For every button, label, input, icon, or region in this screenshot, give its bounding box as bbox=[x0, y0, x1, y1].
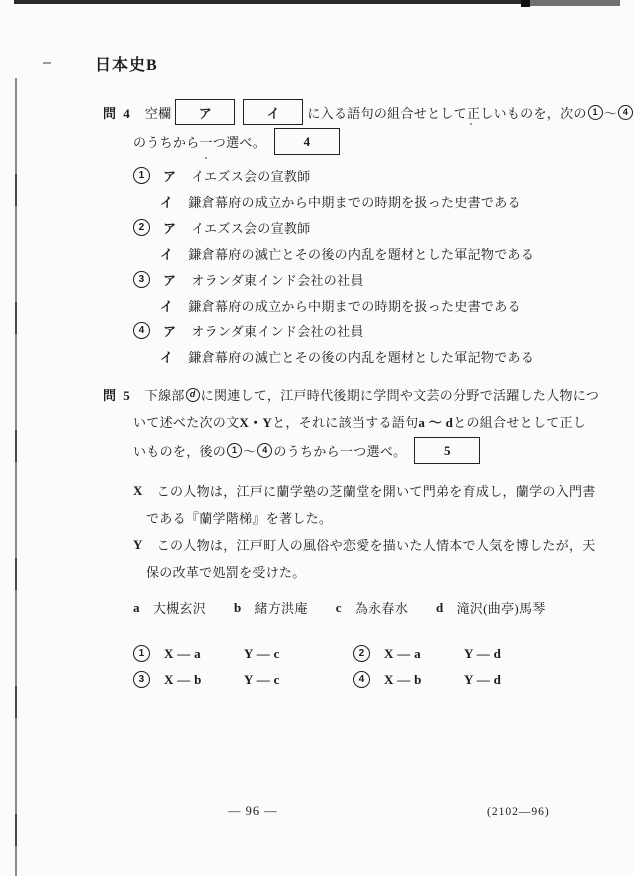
circled-number-4: 4 bbox=[618, 105, 633, 120]
q4-option-4-row-a bbox=[133, 321, 364, 340]
combo-x-pair: X — a bbox=[384, 645, 421, 661]
combo-y-pair: Y — d bbox=[464, 645, 502, 661]
question-5-label: 問 5 bbox=[103, 388, 132, 403]
question-5-stem-line2 bbox=[133, 412, 586, 431]
circled-letter-d: d bbox=[186, 388, 200, 402]
option-circled-number: 3 bbox=[133, 671, 150, 688]
choice-key-d: d bbox=[436, 599, 444, 615]
statement-y-text: この人物は，江戸町人の風俗や恋愛を描いた人情本で人気を博したが，天 bbox=[156, 538, 596, 553]
option-key-a: ア bbox=[163, 221, 177, 236]
page-title: 日本史B bbox=[95, 57, 158, 74]
option-circled-number: 4 bbox=[353, 671, 370, 688]
choice-name: 緒方洪庵 bbox=[254, 601, 308, 616]
q5-combo-1 bbox=[133, 645, 280, 662]
scan-top-notch bbox=[521, 0, 530, 7]
statement-y-line1 bbox=[133, 535, 596, 554]
statement-x-text: である『蘭学階梯』を著した。 bbox=[146, 511, 333, 526]
q4-option-3-row-i bbox=[160, 296, 521, 315]
q5-choices-row bbox=[133, 598, 574, 617]
choice-name: 滝沢(曲亭)馬琴 bbox=[456, 601, 546, 616]
statement-x-text: この人物は，江戸に蘭学塾の芝蘭堂を開いて門弟を育成し，蘭学の入門書 bbox=[156, 484, 596, 499]
q5-stem-l2-run2: と，それに該当する語句 bbox=[272, 415, 419, 430]
option-text: オランダ東インド会社の社員 bbox=[191, 324, 364, 339]
choice-name: 為永春水 bbox=[354, 601, 409, 616]
blank-box-i: イ bbox=[243, 99, 303, 125]
combo-y-pair: Y — c bbox=[244, 671, 280, 687]
combo-x-pair: X — a bbox=[164, 645, 201, 661]
question-5-stem-line1 bbox=[103, 385, 599, 404]
q5-stem-xy: X・Y bbox=[239, 415, 273, 430]
option-key-a: ア bbox=[163, 273, 177, 288]
q5-stem-l2-run3: との組合せとして正し bbox=[453, 415, 587, 430]
choice-name: 大槻玄沢 bbox=[152, 601, 207, 616]
statement-y-line2 bbox=[146, 562, 306, 581]
booklet-code: (2102—96) bbox=[487, 806, 550, 818]
option-text: 鎌倉幕府の成立から中期までの時期を扱った史書である bbox=[188, 299, 521, 314]
question-4-label: 問 4 bbox=[103, 105, 132, 121]
statement-x-line1 bbox=[133, 481, 596, 500]
option-circled-number: 3 bbox=[133, 271, 150, 288]
combo-y-pair: Y — c bbox=[244, 645, 280, 661]
option-circled-number: 4 bbox=[133, 322, 150, 339]
choice-key-b: b bbox=[234, 599, 242, 615]
q5-combo-4 bbox=[353, 671, 501, 688]
circled-number-1: 1 bbox=[227, 443, 242, 458]
blank-box-a: ア bbox=[175, 99, 235, 125]
option-key-a: ア bbox=[163, 324, 177, 339]
page-number: — 96 — bbox=[228, 804, 278, 818]
answer-number-box-4: 4 bbox=[274, 128, 340, 155]
q4-option-2-row-i bbox=[160, 244, 534, 263]
q5-stem-ad: a ～ d bbox=[418, 415, 454, 430]
combo-x-pair: X — b bbox=[164, 671, 202, 687]
scan-top-edge-right bbox=[528, 0, 620, 6]
q5-stem-l2-run1: いて述べた次の文 bbox=[133, 415, 240, 430]
scan-speck bbox=[205, 157, 207, 159]
option-circled-number: 1 bbox=[133, 645, 150, 662]
option-circled-number: 1 bbox=[133, 167, 150, 184]
q4-stem-pre: 空欄 bbox=[144, 105, 172, 121]
option-text: 鎌倉幕府の滅亡とその後の内乱を題材とした軍記物である bbox=[188, 350, 535, 365]
option-text: 鎌倉幕府の成立から中期までの時期を扱った史書である bbox=[188, 195, 521, 210]
range-tilde: ～ bbox=[603, 105, 617, 121]
scan-left-edge bbox=[15, 78, 17, 876]
choice-key-c: c bbox=[335, 599, 342, 615]
scan-speck bbox=[43, 62, 51, 64]
question-4-stem-line1 bbox=[103, 99, 634, 125]
q5-combo-2 bbox=[353, 645, 501, 662]
choice-key-a: a bbox=[133, 599, 140, 615]
option-text: イエズス会の宣教師 bbox=[191, 169, 311, 184]
option-circled-number: 2 bbox=[133, 219, 150, 236]
q5-stem-l3-pre: いものを，後の bbox=[133, 444, 227, 459]
combo-y-pair: Y — d bbox=[464, 671, 502, 687]
answer-number-box-5: 5 bbox=[414, 437, 480, 464]
q4-option-1-row-i bbox=[160, 192, 521, 211]
q4-option-1-row-a bbox=[133, 166, 311, 185]
question-4-stem-line2 bbox=[133, 128, 340, 155]
statement-x-line2 bbox=[146, 508, 332, 527]
q4-option-4-row-i bbox=[160, 347, 534, 366]
q4-option-2-row-a bbox=[133, 218, 311, 237]
q5-stem-l1-post: に関連して，江戸時代後期に学問や文芸の分野で活躍した人物につ bbox=[200, 388, 600, 403]
option-key-i: イ bbox=[160, 247, 174, 262]
q4-option-3-row-a bbox=[133, 270, 364, 289]
option-circled-number: 2 bbox=[353, 645, 370, 662]
q5-stem-l3-post: のうちから一つ選べ。 bbox=[273, 444, 407, 459]
statement-x-label: X bbox=[133, 482, 143, 498]
q5-stem-l1-pre: 下線部 bbox=[144, 388, 185, 403]
circled-number-4: 4 bbox=[257, 443, 272, 458]
circled-number-1: 1 bbox=[588, 105, 603, 120]
option-text: 鎌倉幕府の滅亡とその後の内乱を題材とした軍記物である bbox=[188, 247, 535, 262]
statement-y-text: 保の改革で処罰を受けた。 bbox=[146, 565, 306, 580]
option-key-a: ア bbox=[163, 169, 177, 184]
option-key-i: イ bbox=[160, 299, 174, 314]
combo-x-pair: X — b bbox=[384, 671, 422, 687]
option-text: オランダ東インド会社の社員 bbox=[191, 273, 364, 288]
option-key-i: イ bbox=[160, 350, 174, 365]
q4-stem-line2-text: のうちから一つ選べ。 bbox=[133, 135, 267, 150]
question-5-stem-line3 bbox=[133, 437, 480, 464]
q5-combo-3 bbox=[133, 671, 280, 688]
q4-stem-mid: に入る語句の組合せとして正しいものを，次の bbox=[307, 105, 587, 121]
option-text: イエズス会の宣教師 bbox=[191, 221, 311, 236]
range-tilde: ～ bbox=[243, 444, 257, 459]
statement-y-label: Y bbox=[133, 536, 143, 552]
option-key-i: イ bbox=[160, 195, 174, 210]
